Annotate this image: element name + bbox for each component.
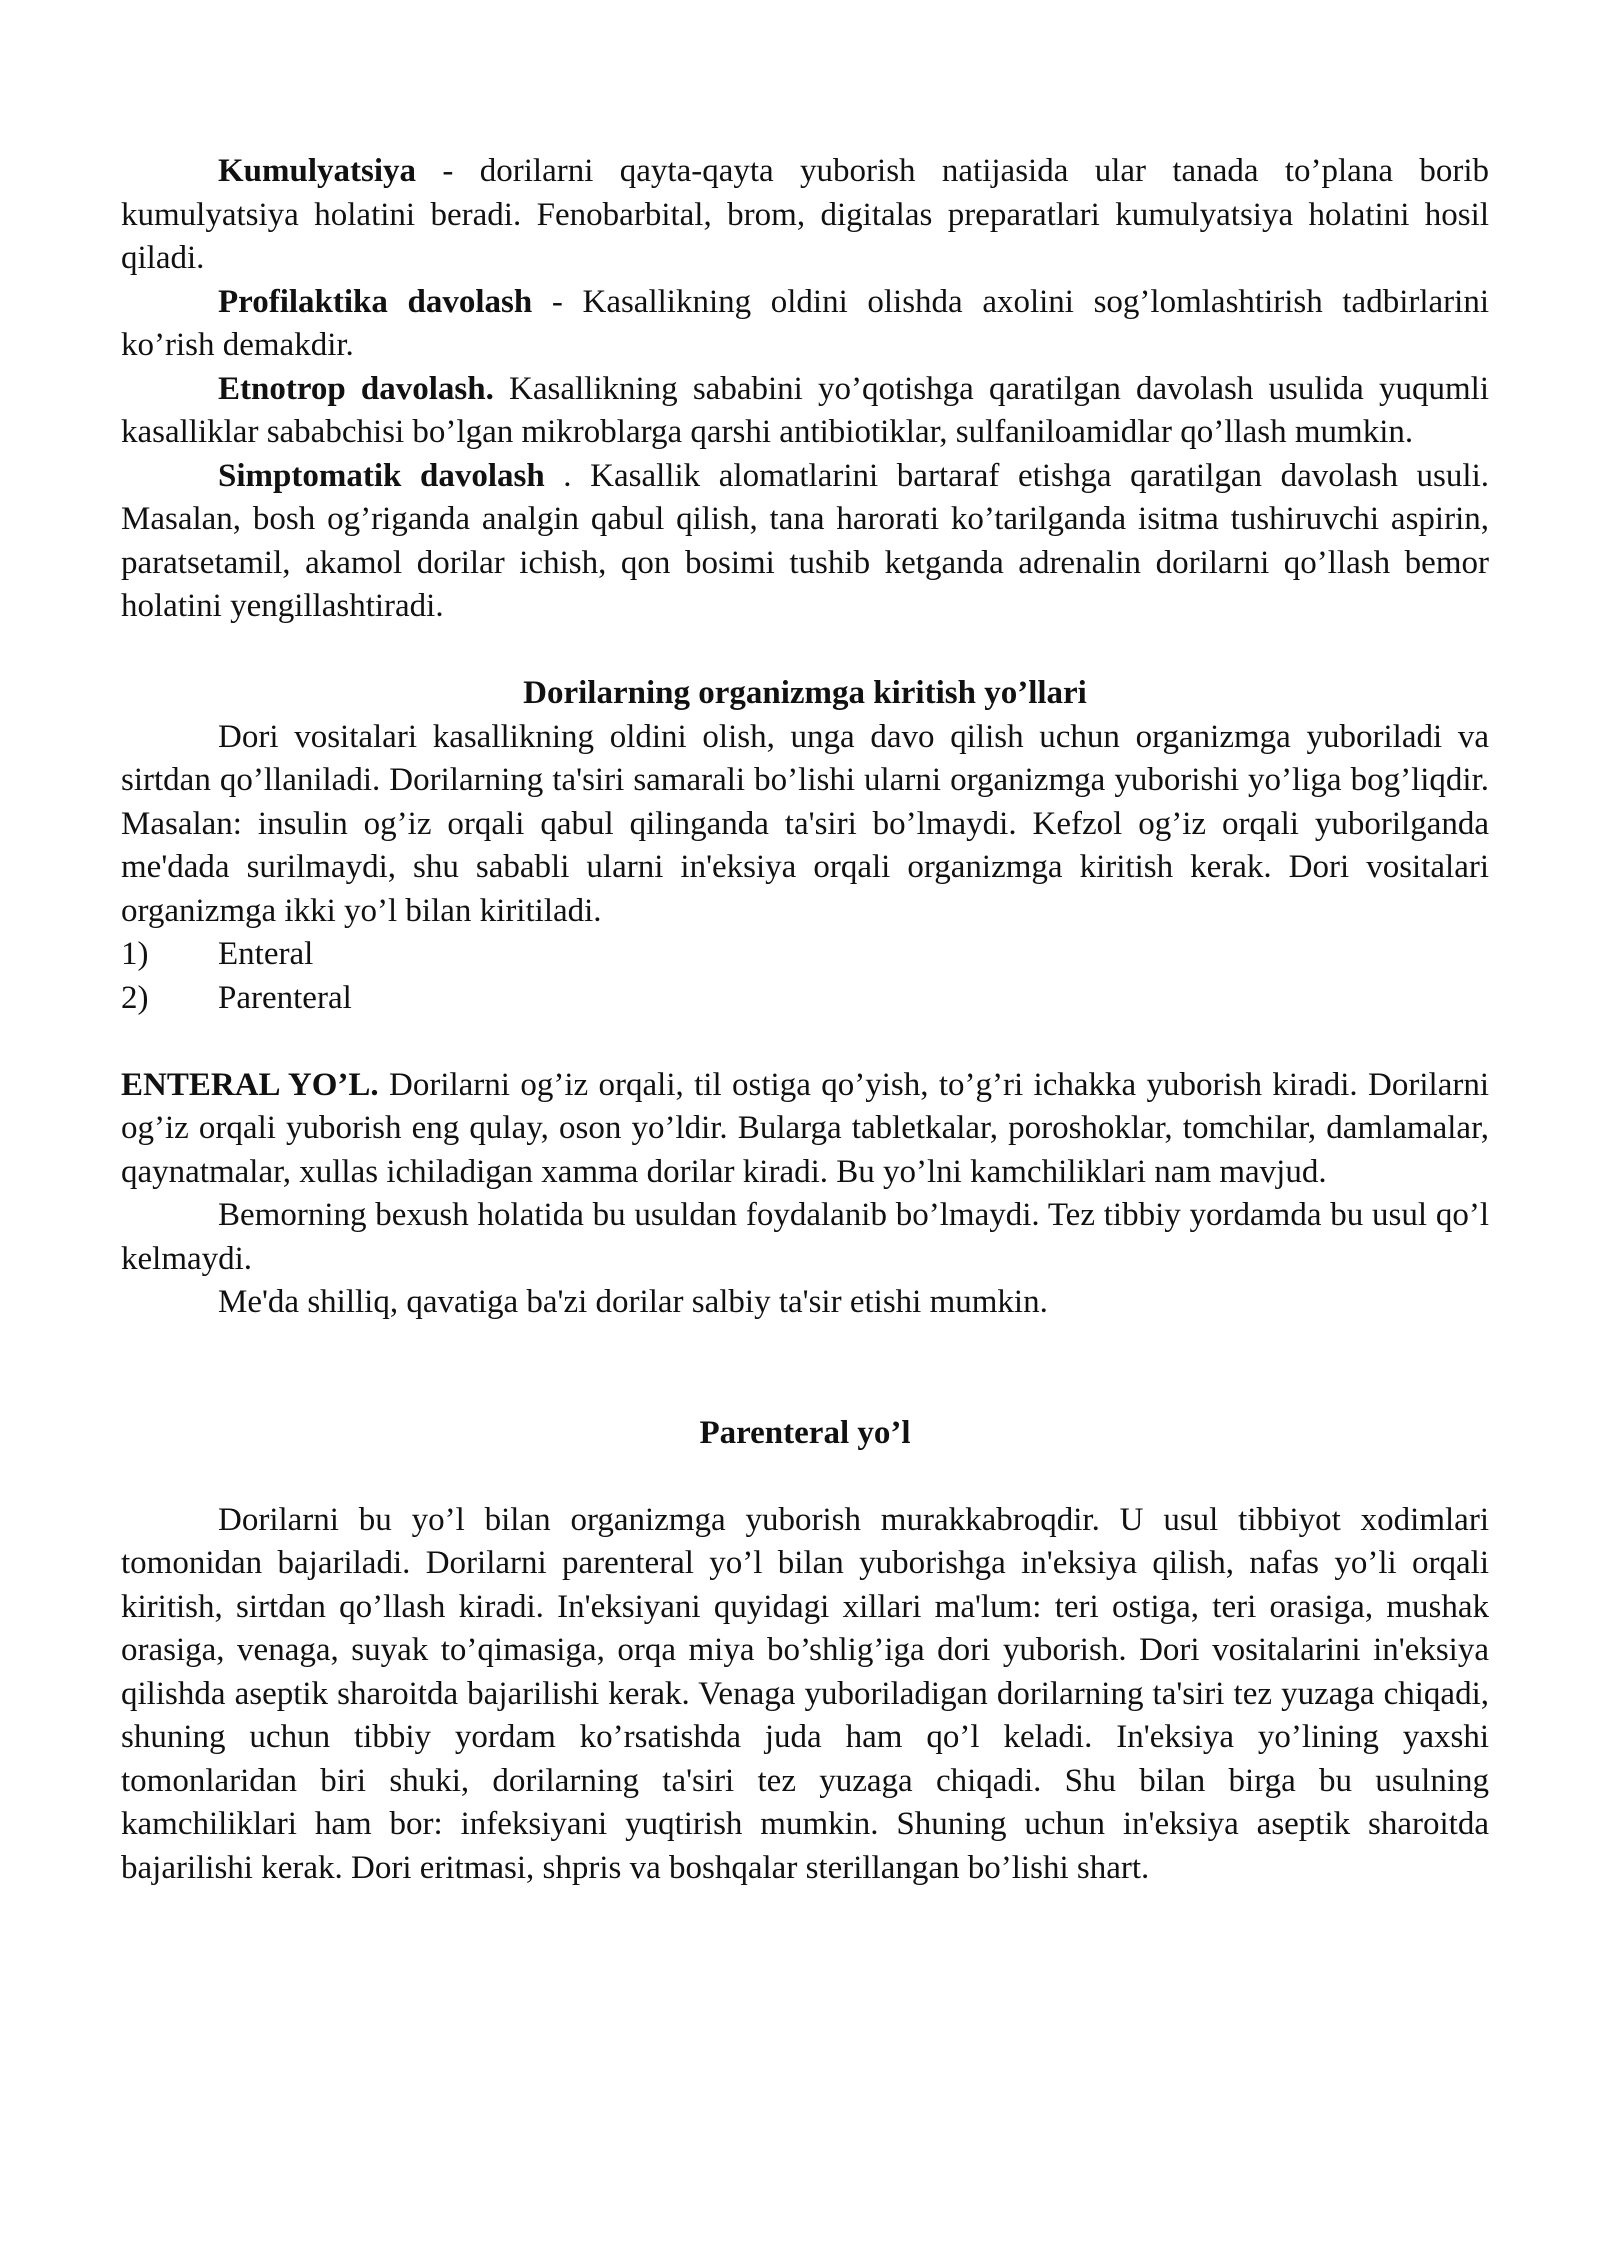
paragraph-kumulyatsiya: [121, 150, 1489, 281]
paragraph-simptomatik: [121, 455, 1489, 629]
paragraph-parenteral-body: Dorilarni bu yo’l bilan organizmga yuborish murakkabroqdir. U usul tibbiyot xodimlari tomonidan bajariladi. Dorilarni parenteral yo’l bilan yuborishga in'eksiya qilish, nafas yo’li orqali kiritish, sirtdan qo’llash kiradi. In'eksiyani quyidagi xillari ma'lum: teri ostiga, teri orasiga, mushak orasiga, venaga, suyak to’qimasiga, orqa miya bo’shlig’iga dori yuborish. Dori vositalarini in'eksiya qilishda aseptik sharoitda bajarilishi kerak. Venaga yuboriladigan dorilarning ta'siri tez yuzaga chiqadi, shuning uchun tibbiy yordam ko’rsatishda juda ham qo’l keladi. In'eksiya yo’lining yaxshi tomonlaridan biri shuki, dorilarning ta'siri tez yuzaga chiqadi. Shu bilan birga bu usulning kamchiliklari ham bor: infeksiyani yuqtirish mumkin. Shuning uchun in'eksiya aseptik sharoitda bajarilishi kerak. Dori eritmasi, shpris va boshqalar sterillangan bo’lishi shart.: [121, 1501, 1489, 1886]
paragraph-profilaktika: [121, 281, 1489, 368]
paragraph-enteral: [121, 1064, 1489, 1195]
spacer: [121, 1325, 1489, 1412]
term-simptomatik: Simptomatik davolash: [218, 457, 545, 494]
term-etnotrop: Etnotrop davolash.: [218, 370, 494, 407]
term-kumulyatsiya: Kumulyatsiya: [218, 153, 417, 189]
document-page: [121, 150, 1489, 1890]
text-etnotrop: Kasallikning sababini yo’qotishga qaratilgan davolash usulida yuqumli kasalliklar sababchisi bo’lgan mikroblarga qarshi antibiotiklar, sulfaniloamidlar qo’llash mumkin.: [121, 370, 1489, 450]
spacer: [121, 1020, 1489, 1064]
text-simptomatik: . Kasallik alomatlarini bartaraf etishga qaratilgan davolash usuli. Masalan, bosh og’riganda analgin qabul qilish, tana harorati ko’tarilganda isitma tushiruvchi aspirin, paratsetamil, akamol dorilar ichish, qon bosimi tushib ketganda adrenalin dorilarni qo’llash bemor holatini yengillashtiradi.: [121, 457, 1489, 624]
text-kumulyatsiya: - dorilarni qayta-qayta yuborish natijasida ular tanada to’plana borib kumulyatsiya holatini beradi. Fenobarbital, brom, digitalas preparatlari kumulyatsiya holatini hosil qiladi.: [121, 153, 1489, 276]
term-enteral: ENTERAL YO’L.: [121, 1066, 379, 1103]
term-profilaktika: Profilaktika davolash: [218, 283, 533, 320]
paragraph-routes-body: Dori vositalari kasallikning oldini olish, unga davo qilish uchun organizmga yuboriladi va sirtdan qo’llaniladi. Dorilarning ta'siri samarali bo’lishi ularni organizmga yuborishi yo’liga bog’liqdir. Masalan: insulin og’iz orqali qabul qilinganda ta'siri bo’lmaydi. Kefzol og’iz orqali yuborilganda me'dada surilmaydi, shu sababli ularni in'eksiya orqali organizmga kiritish kerak. Dori vositalari organizmga ikki yo’l bilan kiritiladi.: [121, 718, 1489, 929]
list-item-parenteral: [121, 977, 1489, 1021]
list-number: 1): [121, 936, 149, 972]
list-label: Parenteral: [218, 979, 352, 1016]
list-item-enteral: [121, 933, 1489, 977]
list-label: Enteral: [218, 936, 314, 972]
paragraph-enteral-3: Me'da shilliq, qavatiga ba'zi dorilar salbiy ta'sir etishi mumkin.: [218, 1284, 1048, 1320]
list-number: 2): [121, 979, 149, 1016]
paragraph-enteral-2: Bemorning bexush holatida bu usuldan foydalanib bo’lmaydi. Tez tibbiy yordamda bu usul qo’l kelmaydi.: [121, 1197, 1489, 1277]
text-enteral: Dorilarni og’iz orqali, til ostiga qo’yish, to’g’ri ichakka yuborish kiradi. Dorilarni og’iz orqali yuborish eng qulay, oson yo’ldir. Bularga tabletkalar, poroshoklar, tomchilar, damlamalar, qaynatmalar, xullas ichiladigan xamma dorilar kiradi. Bu yo’lni kamchiliklari nam mavjud.: [121, 1066, 1489, 1190]
paragraph-etnotrop: [121, 368, 1489, 455]
spacer: [121, 1455, 1489, 1499]
section-heading-parenteral: Parenteral yo’l: [699, 1414, 911, 1451]
section-heading-routes: Dorilarning organizmga kiritish yo’llari: [523, 675, 1087, 711]
spacer: [121, 629, 1489, 673]
text-profilaktika: - Kasallikning oldini olishda axolini sog’lomlashtirish tadbirlarini ko’rish demakdir.: [121, 283, 1489, 363]
